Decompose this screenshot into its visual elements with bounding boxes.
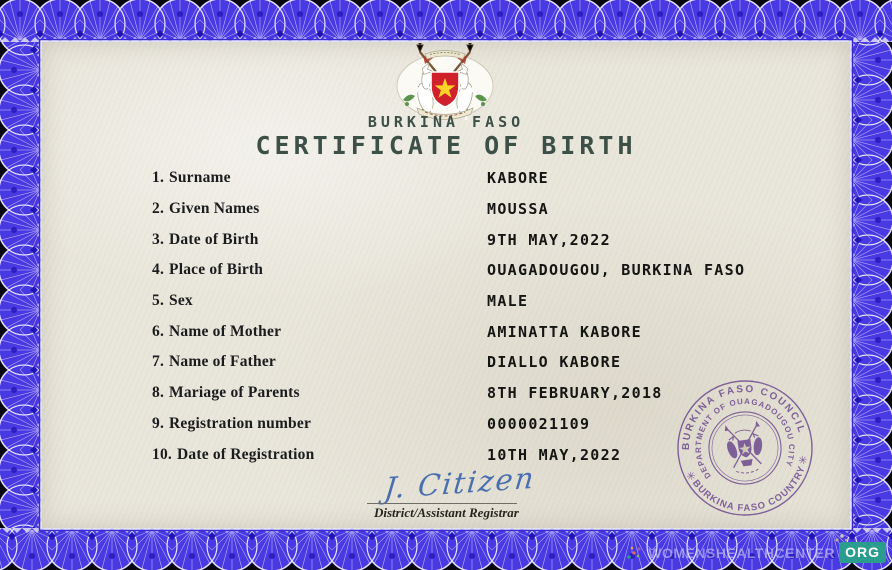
field-label: Registration number xyxy=(169,414,312,432)
stamp-emblem xyxy=(723,422,768,476)
field-number: 2. xyxy=(152,200,165,218)
council-stamp xyxy=(669,372,821,524)
field-number: 4. xyxy=(152,261,165,279)
field-value: MALE xyxy=(487,292,529,311)
stamp-arc-top: BURKINA FASO COUNCIL xyxy=(680,383,808,451)
field-value: DIALLO KABORE xyxy=(487,353,622,372)
field-row-sex xyxy=(152,286,812,317)
field-label: Date of Birth xyxy=(169,230,259,248)
field-value: KABORE xyxy=(487,169,549,188)
field-number: 9. xyxy=(152,414,165,432)
registrar-signature: J. Citizen xyxy=(382,460,538,506)
watermark-org-badge: ORG xyxy=(839,542,886,563)
watermark-site-name: WOMENSHEALTHCENTER xyxy=(648,544,836,561)
burkina-faso-coat-of-arms xyxy=(385,42,505,120)
field-number: 7. xyxy=(152,353,165,371)
field-value: 10TH MAY,2022 xyxy=(487,445,622,464)
field-value: AMINATTA KABORE xyxy=(487,322,642,341)
field-label: Given Names xyxy=(169,200,260,218)
stamp-star-separator-left: ✳ xyxy=(685,470,697,484)
stamp-star-separator-right: ✳ xyxy=(797,454,809,468)
field-label: Name of Father xyxy=(169,353,276,371)
signature-line xyxy=(367,503,517,504)
field-label: Date of Registration xyxy=(176,445,315,463)
field-row-surname xyxy=(152,163,812,194)
field-number: 5. xyxy=(152,292,165,310)
field-number: 3. xyxy=(152,230,165,248)
field-value: 9TH MAY,2022 xyxy=(487,230,611,249)
stamp-arc-bottom: BURKINA FASO COUNTRY xyxy=(690,464,808,514)
certificate-title: CERTIFICATE OF BIRTH xyxy=(255,131,637,160)
field-label: Name of Mother xyxy=(169,322,282,340)
registrar-role: District/Assistant Registrar xyxy=(374,505,519,520)
field-number: 6. xyxy=(152,322,165,340)
field-number: 8. xyxy=(152,384,165,402)
field-label: Place of Birth xyxy=(169,261,264,279)
field-row-place-of-birth xyxy=(152,255,812,286)
watermark-dots-logo xyxy=(626,544,644,562)
watermark xyxy=(626,542,886,563)
field-value: 8TH FEBRUARY,2018 xyxy=(487,384,663,403)
field-value: MOUSSA xyxy=(487,200,549,219)
stamp-arc-middle: DEPARTMENT OF OUAGADOUGOU CITY xyxy=(693,396,797,481)
country-name: BURKINA FASO xyxy=(367,113,525,131)
field-value: 0000021109 xyxy=(487,414,591,433)
field-value: OUAGADOUGOU, BURKINA FASO xyxy=(487,261,746,280)
field-label: Sex xyxy=(169,292,193,310)
field-number: 1. xyxy=(152,169,165,187)
field-label: Mariage of Parents xyxy=(169,384,300,402)
field-row-date-of-birth xyxy=(152,224,812,255)
field-label: Surname xyxy=(169,169,231,187)
field-row-given-names xyxy=(152,194,812,225)
field-row-name-of-mother xyxy=(152,316,812,347)
field-number: 10. xyxy=(152,445,172,463)
